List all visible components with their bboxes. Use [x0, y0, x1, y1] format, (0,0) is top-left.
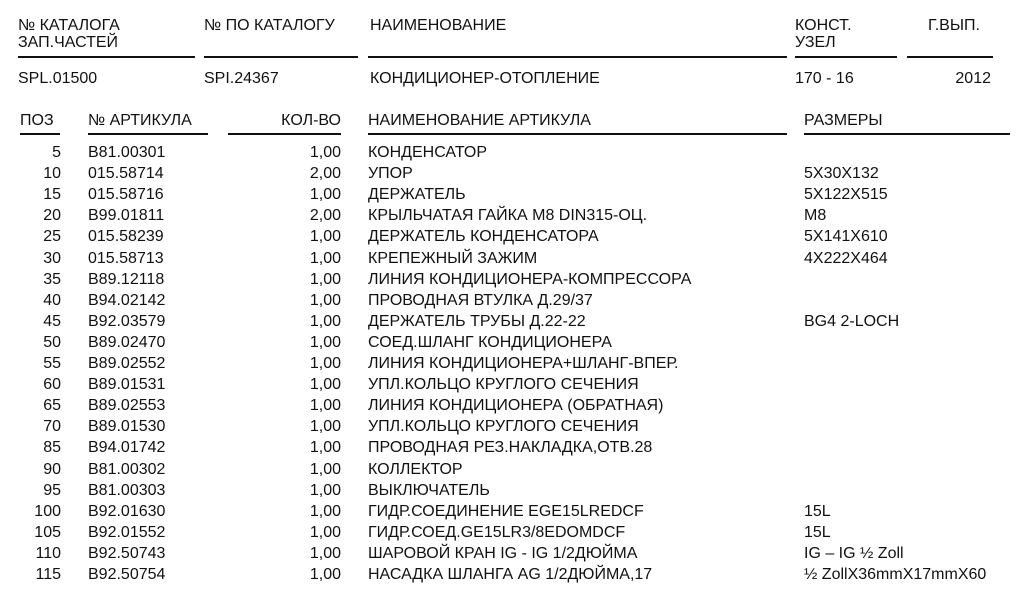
- row-size: 4X222X464: [804, 249, 888, 267]
- row-size: IG – IG ½ Zoll: [804, 544, 904, 562]
- row-pos: 115: [35, 566, 61, 583]
- row-pos: 70: [43, 418, 61, 436]
- row-qty: 1,00: [309, 312, 341, 330]
- row-article: B99.01811: [88, 207, 165, 225]
- row-qty: 1,00: [309, 376, 341, 394]
- col-qty-header: КОЛ-ВО: [281, 112, 341, 129]
- row-name: УПЛ.КОЛЬЦО КРУГЛОГО СЕЧЕНИЯ: [368, 376, 639, 394]
- table-row: [0, 522, 1024, 544]
- row-qty: 1,00: [309, 544, 341, 562]
- row-size: ½ ZollX36mmX17mmX60: [804, 566, 987, 583]
- row-pos: 5: [52, 144, 61, 161]
- table-row: [0, 353, 1024, 375]
- row-size: 5X141X610: [804, 228, 888, 246]
- row-article: B89.01531: [88, 376, 166, 394]
- row-pos: 95: [43, 481, 61, 499]
- row-pos: 50: [43, 333, 61, 351]
- row-article: B94.01742: [88, 439, 166, 457]
- row-size: 5X30X132: [804, 165, 879, 183]
- row-qty: 1,00: [309, 228, 341, 246]
- row-pos: 110: [35, 544, 61, 562]
- row-size: 15L: [804, 502, 831, 520]
- year-value: 2012: [955, 70, 991, 87]
- table-row: [0, 564, 1024, 586]
- col-pos-header: ПОЗ: [20, 112, 54, 129]
- col-rule-article-name: [368, 133, 787, 135]
- row-pos: 40: [43, 291, 61, 309]
- row-name: ВЫКЛЮЧАТЕЛЬ: [368, 481, 490, 499]
- row-qty: 1,00: [309, 333, 341, 351]
- table-row: [0, 184, 1024, 206]
- header-rule-unit: [795, 56, 897, 58]
- row-article: B92.01552: [88, 523, 166, 541]
- row-pos: 85: [43, 439, 61, 457]
- row-pos: 35: [43, 270, 61, 288]
- col-rule-qty: [228, 133, 341, 135]
- col-article-header: № АРТИКУЛА: [88, 112, 192, 129]
- row-name: НАСАДКА ШЛАНГА AG 1/2ДЮЙМА,17: [368, 566, 653, 583]
- table-row: [0, 311, 1024, 333]
- row-qty: 1,00: [309, 397, 341, 415]
- table-row: [0, 142, 1024, 164]
- row-name: ГИДР.СОЕДИНЕНИЕ EGE15LREDCF: [368, 502, 644, 520]
- row-name: ДЕРЖАТЕЛЬ: [368, 186, 466, 204]
- row-pos: 55: [43, 355, 61, 372]
- col-sizes-header: РАЗМЕРЫ: [804, 112, 883, 129]
- header-rule-catalog: [18, 56, 195, 58]
- row-qty: 1,00: [309, 481, 341, 499]
- row-qty: 1,00: [309, 144, 341, 161]
- row-pos: 90: [43, 460, 61, 478]
- row-name: ШАРОВОЙ КРАН IG - IG 1/2ДЮЙМА: [368, 544, 638, 562]
- unit-label: КОНСТ. УЗЕЛ: [795, 17, 852, 51]
- table-row: [0, 501, 1024, 523]
- row-article: 015.58716: [88, 186, 164, 204]
- row-name: СОЕД.ШЛАНГ КОНДИЦИОНЕРА: [368, 333, 612, 351]
- table-row: [0, 437, 1024, 459]
- row-article: B89.02553: [88, 397, 166, 415]
- row-qty: 1,00: [309, 249, 341, 267]
- table-row: [0, 459, 1024, 481]
- row-qty: 1,00: [309, 291, 341, 309]
- col-article-name-header: НАИМЕНОВАНИЕ АРТИКУЛА: [368, 112, 591, 129]
- name-label: НАИМЕНОВАНИЕ: [370, 17, 507, 34]
- row-size: 15L: [804, 523, 831, 541]
- row-pos: 15: [43, 186, 61, 204]
- header-rule-catalog-no: [204, 56, 358, 58]
- row-pos: 45: [43, 312, 61, 330]
- table-row: [0, 480, 1024, 502]
- row-size: 5X122X515: [804, 186, 888, 204]
- table-row: [0, 226, 1024, 248]
- row-article: 015.58239: [88, 228, 164, 246]
- row-article: B89.01530: [88, 418, 166, 436]
- catalog-label: № КАТАЛОГА ЗАП.ЧАСТЕЙ: [18, 17, 120, 51]
- row-pos: 100: [34, 502, 61, 520]
- row-size: M8: [804, 207, 827, 225]
- row-qty: 1,00: [309, 270, 341, 288]
- row-article: B92.50743: [88, 544, 166, 562]
- row-pos: 60: [43, 376, 61, 394]
- row-article: B81.00301: [88, 144, 166, 161]
- row-article: B92.50754: [88, 566, 166, 583]
- table-row: [0, 416, 1024, 438]
- row-pos: 30: [43, 249, 61, 267]
- row-name: ЛИНИЯ КОНДИЦИОНЕРА-КОМПРЕССОРА: [368, 270, 692, 288]
- row-name: ГИДР.СОЕД.GE15LR3/8EDOMDCF: [368, 523, 626, 541]
- table-row: [0, 543, 1024, 565]
- row-qty: 1,00: [309, 186, 341, 204]
- row-pos: 20: [43, 207, 61, 225]
- row-article: B89.02470: [88, 333, 166, 351]
- row-pos: 65: [43, 397, 61, 415]
- row-name: КОЛЛЕКТОР: [368, 460, 463, 478]
- table-row: [0, 332, 1024, 354]
- row-qty: 2,00: [309, 207, 341, 225]
- header-rule-year: [907, 56, 993, 58]
- row-name: КОНДЕНСАТОР: [368, 144, 487, 161]
- row-article: B89.12118: [88, 270, 165, 288]
- table-row: [0, 269, 1024, 291]
- col-rule-sizes: [804, 133, 1010, 135]
- table-row: [0, 395, 1024, 417]
- unit-value: 170 - 16: [795, 70, 854, 87]
- row-qty: 1,00: [309, 439, 341, 457]
- row-pos: 10: [43, 165, 61, 183]
- table-row: [0, 163, 1024, 185]
- col-rule-pos: [20, 133, 60, 135]
- row-name: УПОР: [368, 165, 413, 183]
- row-qty: 1,00: [309, 502, 341, 520]
- table-row: [0, 248, 1024, 270]
- row-qty: 1,00: [309, 418, 341, 436]
- row-article: 015.58713: [88, 249, 164, 267]
- name-value: КОНДИЦИОНЕР-ОТОПЛЕНИЕ: [370, 70, 600, 87]
- col-rule-article: [88, 133, 208, 135]
- row-name: ПРОВОДНАЯ ВТУЛКА Д.29/37: [368, 291, 593, 309]
- header-rule-name: [368, 56, 787, 58]
- row-qty: 1,00: [309, 355, 341, 372]
- row-qty: 1,00: [309, 460, 341, 478]
- row-article: B89.02552: [88, 355, 166, 372]
- row-name: ЛИНИЯ КОНДИЦИОНЕРА (ОБРАТНАЯ): [368, 397, 664, 415]
- row-name: УПЛ.КОЛЬЦО КРУГЛОГО СЕЧЕНИЯ: [368, 418, 639, 436]
- row-qty: 2,00: [309, 165, 341, 183]
- row-name: КРЫЛЬЧАТАЯ ГАЙКА М8 DIN315-ОЦ.: [368, 207, 648, 225]
- row-article: B92.01630: [88, 502, 166, 520]
- row-qty: 1,00: [309, 523, 341, 541]
- row-name: ДЕРЖАТЕЛЬ КОНДЕНСАТОРА: [368, 228, 599, 246]
- row-name: ЛИНИЯ КОНДИЦИОНЕРА+ШЛАНГ-ВПЕР.: [368, 355, 679, 372]
- row-pos: 25: [43, 228, 61, 246]
- row-article: B94.02142: [88, 291, 166, 309]
- catalog-no-value: SPI.24367: [204, 70, 279, 87]
- row-article: B81.00303: [88, 481, 166, 499]
- row-name: ПРОВОДНАЯ РЕЗ.НАКЛАДКА,ОТВ.28: [368, 439, 653, 457]
- row-pos: 105: [34, 523, 61, 541]
- catalog-no-label: № ПО КАТАЛОГУ: [204, 17, 335, 34]
- table-row: [0, 290, 1024, 312]
- catalog-value: SPL.01500: [18, 70, 98, 87]
- table-row: [0, 205, 1024, 227]
- row-size: BG4 2-LOCH: [804, 312, 900, 330]
- year-label: Г.ВЫП.: [928, 17, 980, 34]
- row-name: КРЕПЕЖНЫЙ ЗАЖИМ: [368, 249, 538, 267]
- row-article: B81.00302: [88, 460, 166, 478]
- table-row: [0, 374, 1024, 396]
- row-article: 015.58714: [88, 165, 164, 183]
- row-article: B92.03579: [88, 312, 166, 330]
- row-qty: 1,00: [309, 566, 341, 583]
- row-name: ДЕРЖАТЕЛЬ ТРУБЫ Д.22-22: [368, 312, 586, 330]
